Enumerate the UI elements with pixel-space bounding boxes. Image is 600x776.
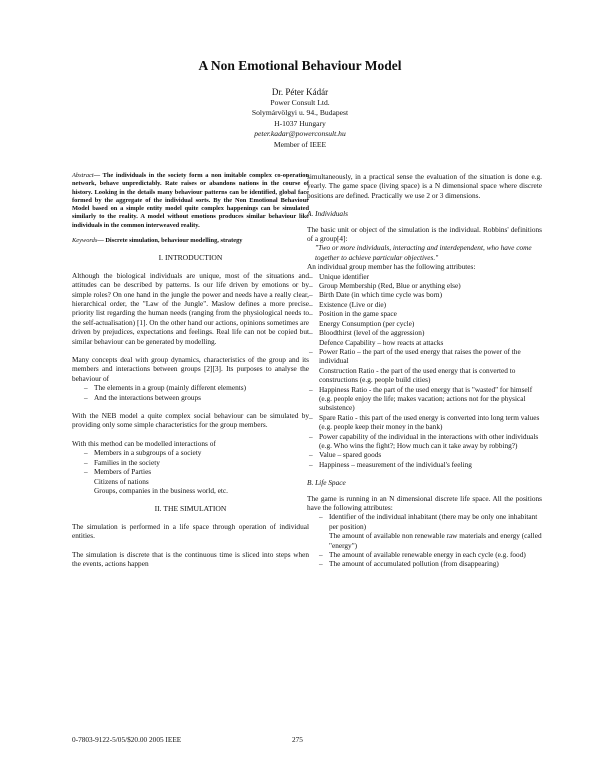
- attribute-text: Happiness Ratio - the part of the used energy that is "wasted" for himself (e.g. people enjoy the life; makes vacation; actions not for the physical subsistence): [319, 384, 533, 413]
- keywords-label: Keywords: [72, 237, 98, 245]
- attribute-subtext: Construction Ratio - the part of the used energy that is converted to constructions (e.g. people build cities): [319, 365, 516, 385]
- attribute-text: Bloodthirst (level of the aggression): [319, 328, 425, 338]
- attribute-text: Value – spared goods: [319, 450, 382, 460]
- simulation-paragraph-2: The simulation is discrete that is the continuous time is sliced into steps when the events, actions happen: [72, 549, 309, 568]
- paper-title: A Non Emotional Behaviour Model: [198, 58, 402, 73]
- list-item: [307, 272, 542, 281]
- attribute-text: Group Membership (Red, Blue or anything else): [319, 281, 461, 291]
- list-item: [307, 281, 542, 290]
- intro-paragraph-1: Although the biological individuals are unique, most of the situations and attitudes can be described by patterns. Is our life driven by emotions or by simple roles? On one hand in the jungle the power and needs have a really clear, hierarchical order, the "Law of the Jungle". Maslow defines a more precise priority list regarding the human needs (ranging from the physiological needs to the self-actualisation) [1]. On the other hand our actions, opinions sometimes are driven by prejudices, expectations and feelings. Real life can not be copied but similar behaviour can be generated by modelling.: [72, 270, 309, 346]
- attribute-text: The amount of accumulated pollution (from disappearing): [329, 559, 499, 569]
- left-column: [72, 172, 309, 577]
- list-continuation: Groups, companies in the business world, etc.: [94, 485, 228, 495]
- attribute-subtext: The amount of available non renewable raw materials and energy (called "energy"): [329, 531, 542, 550]
- interaction-list: [72, 448, 309, 476]
- list-item: [307, 432, 542, 451]
- footer-isbn: 0-7803-9122-5/05/$20.00 2005 IEEE: [72, 735, 182, 744]
- individuals-paragraph-1: The basic unit or object of the simulation is the individual. Robbins' definitions of a group[4]:: [307, 224, 542, 244]
- list-item: [307, 559, 542, 568]
- author-name: Dr. Péter Kádár: [271, 87, 329, 97]
- attribute-text: The amount of available renewable energy in each cycle (e.g. food): [329, 550, 526, 560]
- author-email[interactable]: peter.kadar@powerconsult.hu: [254, 129, 346, 139]
- right-column: [307, 172, 542, 578]
- attribute-text: Spare Ratio - this part of the used energy is converted into long term values (e.g. people keep their money in the bank): [319, 412, 540, 432]
- list-item: – Members in a subgroups of a society: [72, 448, 309, 457]
- intro-paragraph-4: With this method can be modelled interactions of: [72, 438, 216, 448]
- list-item: – The elements in a group (mainly different elements): [72, 383, 309, 392]
- abstract-text: — The individuals in the society form a non imitable complex co-operation network, behave unpredictably. Rate raises or abandons nations in the course of history. Looking in the details many behaviour patterns can be identified, global face formed by the aggregate of the individual sorts. By the Non Emotional Behaviour Model based on a simple entity model quite complex happenings can be simulated similarly to the reality. A model without emotions produces similar behaviour like individuals in the common interweaved reality.: [72, 172, 309, 229]
- individuals-paragraph-2: An individual group member has the following attributes:: [307, 262, 476, 272]
- author-org: Power Consult Ltd.: [270, 98, 330, 107]
- keywords-text: — Discrete simulation, behaviour modelling, strategy: [97, 237, 243, 245]
- keywords: [72, 237, 309, 245]
- subsection-life-space: B. Life Space: [307, 478, 346, 488]
- page-number: 275: [292, 735, 303, 744]
- list-item: [307, 347, 542, 385]
- author-city: H-1037 Hungary: [274, 118, 326, 128]
- section-heading-introduction: I. INTRODUCTION: [158, 253, 223, 263]
- subsection-individuals: A. Individuals: [307, 209, 348, 219]
- attribute-text: Existence (Live or die): [319, 299, 387, 309]
- robbins-quote: "Two or more individuals, interacting and interdependent, who have come together to achieve particular objectives.": [315, 243, 532, 262]
- abstract-label: Abstract: [72, 172, 94, 179]
- attribute-text: Power Ratio – the part of the used energy that raises the power of the individual: [319, 346, 521, 366]
- attribute-subtext: Energy Consumption (per cycle): [319, 318, 415, 328]
- attribute-text: Power capability of the individual in the interactions with other individuals (e.g. Who wins the fight?; How much can it take away by robbing?): [319, 431, 539, 450]
- list-item: [307, 385, 542, 413]
- simulation-paragraph-3: simultaneously, in a practical sense the evaluation of the situation is done e.g. yearly. The game space (living space) is a N dimensional space where discrete positions are defined. Practically we use 2 or 3 dimensions.: [307, 172, 542, 200]
- author-member: Member of IEEE: [273, 139, 327, 149]
- attribute-list: [307, 272, 542, 470]
- list-item: [307, 550, 542, 559]
- list-item: [307, 328, 542, 347]
- list-item: [307, 290, 542, 299]
- intro-paragraph-3: With the NEB model a quite complex social behaviour can be simulated by providing only some simple characteristics for the group members.: [72, 411, 309, 430]
- list-continuation: Citizens of nations: [94, 476, 149, 486]
- intro-paragraph-2: Many concepts deal with group dynamics, characteristics of the group and its members and interactions between groups [2][3]. Its purposes to analyse the behaviour of: [72, 355, 309, 383]
- group-analysis-list: [72, 383, 309, 402]
- list-item: [307, 512, 542, 550]
- attribute-text: Birth Date (in which time cycle was born): [319, 290, 442, 300]
- attribute-subtext: Defence Capability – how reacts at attacks: [319, 337, 444, 347]
- list-item: – Members of Parties: [72, 467, 309, 476]
- list-item: [307, 460, 542, 469]
- list-item: [307, 300, 542, 309]
- attribute-text: Identifier of the individual inhabitant (there may be only one inhabitant per position): [329, 512, 538, 531]
- list-item: – And the interactions between groups: [72, 393, 309, 402]
- list-item: [307, 450, 542, 459]
- attribute-text: Unique identifier: [319, 271, 370, 281]
- attribute-text: Happiness – measurement of the individual's feeling: [319, 459, 472, 469]
- list-item: [307, 309, 542, 328]
- space-attribute-list: [307, 512, 542, 568]
- abstract: [72, 172, 309, 230]
- section-heading-simulation: II. THE SIMULATION: [154, 504, 227, 514]
- attribute-text: Position in the game space: [319, 309, 397, 319]
- simulation-paragraph-1: The simulation is performed in a life space through operation of individual entities.: [72, 521, 309, 541]
- life-space-paragraph: The game is running in an N dimensional discrete life space. All the positions have the following attributes:: [307, 493, 542, 512]
- author-street: Solymárvölgyi u. 94., Budapest: [251, 108, 349, 118]
- author-block: [0, 86, 600, 150]
- list-item: [307, 413, 542, 432]
- list-item: – Families in the society: [72, 458, 309, 467]
